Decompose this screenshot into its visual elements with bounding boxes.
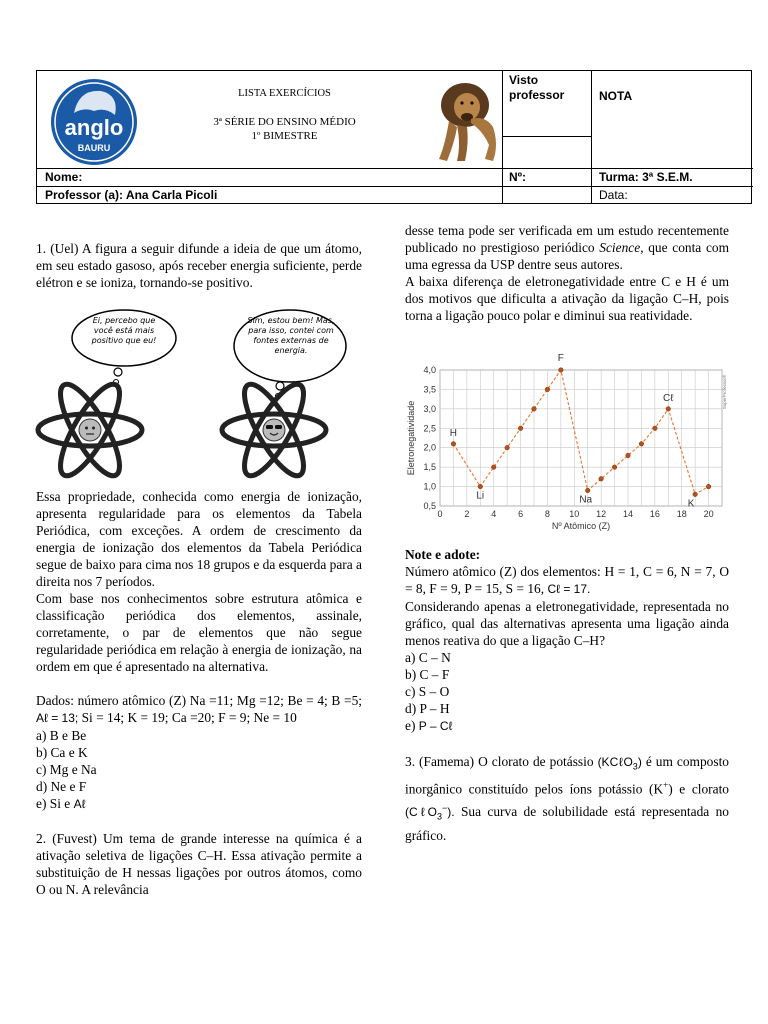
x-tick-label: 18 [676, 509, 687, 519]
kclo3-formula: (KCℓO$_3$) [597, 755, 642, 772]
x-tick-label: 20 [703, 509, 714, 519]
element-label: Li [476, 490, 485, 502]
logo-text: anglo [64, 115, 124, 140]
electronegativity-chart [404, 353, 734, 542]
data-point [518, 426, 523, 431]
note-title: Note e adote: [405, 547, 481, 562]
x-tick-label: 12 [596, 509, 607, 519]
header-titles [157, 87, 412, 143]
data-point [639, 442, 644, 447]
note-cl: Cℓ = 17. [547, 582, 591, 596]
data-point [559, 368, 564, 373]
data-point [585, 488, 590, 493]
nome-field[interactable]: Nome: [45, 170, 83, 184]
q2-cont: desse tema pode ser verificada em um estudo recentemente publicado no prestigioso periódico Science, que conta com uma egressa da USP dentre seus autores. [405, 223, 729, 272]
visto-professor-label: Visto professor [509, 73, 565, 102]
turma-label: Turma: 3ª S.E.M. [599, 170, 693, 184]
x-tick-label: 4 [491, 509, 497, 519]
x-tick-label: 6 [518, 509, 524, 519]
q1-option-e[interactable]: e) Si e Aℓ [36, 796, 86, 811]
nota-label: NOTA [599, 89, 633, 103]
data-point [693, 492, 698, 497]
data-point [491, 465, 496, 470]
data-point [451, 442, 456, 447]
y-tick-label: 4,0 [423, 365, 436, 375]
q2-intro: 2. (Fuvest) Um tema de grande interesse na química é a ativação seletiva de ligações C–H. Essa ativação permite a substituição de H nessas ligações por outros átomos, como O ou N. A relevância [36, 831, 362, 897]
element-label: H [449, 427, 458, 439]
x-axis-label: Nº Atômico (Z) [551, 521, 611, 531]
y-tick-label: 2,0 [423, 442, 436, 453]
q2-option-e-math: P – Cℓ [418, 719, 453, 733]
header-table [36, 70, 752, 204]
q1-body2: Com base nos conhecimentos sobre estrutura atômica e classificação periódica dos elementos, assinale, corretamente, o par de elementos que não segue regularidade periódica em relação à energia de ionização, na ordem em que é apresentado na alternativa. [36, 591, 362, 674]
y-tick-label: 2,5 [423, 423, 436, 434]
x-tick-label: 16 [649, 509, 660, 519]
header-line3: 1º BIMESTRE [251, 130, 318, 142]
data-point [599, 477, 604, 482]
data-point [666, 407, 671, 412]
note-body: Número atômico (Z) dos elementos: H = 1, C = 6, N = 7, O = 8, F = 9, P = 15, S = 16, Cℓ = 17. [405, 564, 729, 596]
data-point [505, 445, 510, 450]
q1-dados-al: Aℓ = 13; [36, 711, 79, 725]
science-journal: Science [599, 240, 641, 255]
data-point [545, 387, 550, 392]
element-label: Na [579, 494, 593, 506]
clo3-formula: (CℓO$_3$−). [405, 802, 455, 822]
x-tick-label: 14 [622, 509, 634, 519]
q1-option-a[interactable]: a) B e Be [36, 728, 87, 743]
q1-intro-text: 1. (Uel) A figura a seguir difunde a ideia de que um átomo, em seu estado gasoso, após receber energia suficiente, perde elétron e se ioniza, tornando-se positivo. [36, 241, 362, 290]
chart-credit: SuperProfessor® [722, 374, 727, 410]
q1-option-b[interactable]: b) Ca e K [36, 745, 88, 760]
q2-option-b[interactable]: b) C – F [405, 667, 450, 682]
question-1-body [36, 488, 362, 898]
y-tick-label: 1,0 [423, 481, 436, 492]
data-field[interactable]: Data: [599, 188, 628, 202]
x-tick-label: 8 [544, 509, 550, 519]
logo-subtext: BAURU [77, 143, 111, 153]
question-3: 3. (Famema) O clorato de potássio (KCℓO$_3$) é um composto inorgânico constituído pelos íons potássio (K+) e clorato (CℓO$_3$−). Sua curva de solubilidade está representada no gráfico. [405, 754, 729, 844]
q2-option-d[interactable]: d) P – H [405, 701, 450, 716]
numero-field[interactable]: Nº: [509, 170, 527, 184]
q2-option-c[interactable]: c) S – O [405, 684, 450, 699]
q2-question: Considerando apenas a eletronegatividade, representada no gráfico, qual das alternativas apresenta uma ligação ainda menos reativa do que a ligação C–H? [405, 599, 729, 648]
speech-bubble-1: Ei, percebo que você está mais positivo que eu! [91, 316, 157, 345]
anglo-logo [49, 77, 139, 167]
q1-option-c[interactable]: c) Mg e Na [36, 762, 97, 777]
y-tick-label: 0,5 [423, 501, 436, 511]
y-axis-label: Eletronegatividade [406, 400, 416, 476]
data-point [653, 426, 658, 431]
x-tick-label: 0 [437, 509, 443, 519]
q2-cont2: A baixa diferença de eletronegatividade entre C e H é um dos motivos que dificulta a ativação da ligação C–H, pois torna a ligação pouco polar e diminui sua reatividade. [405, 274, 729, 323]
x-tick-label: 10 [569, 509, 580, 519]
y-tick-label: 3,5 [423, 384, 436, 395]
q1-option-d[interactable]: d) Ne e F [36, 779, 87, 794]
speech-bubble-2: Sim, estou bem! Mas, para isso, contei com fontes externas de energia. [247, 316, 335, 355]
lion-image [427, 75, 505, 165]
element-label: F [557, 353, 564, 364]
atom-right [222, 377, 326, 483]
data-point [612, 465, 617, 470]
question-2-continued [405, 222, 729, 324]
header-line1: LISTA EXERCÍCIOS [238, 88, 331, 99]
data-point [478, 484, 483, 489]
question-2-notes [405, 546, 729, 845]
element-label: Cℓ [663, 392, 674, 404]
question-1-intro [36, 240, 362, 291]
q2-option-a[interactable]: a) C – N [405, 650, 451, 665]
q1-dados [36, 692, 362, 727]
data-point [706, 484, 711, 489]
x-tick-label: 2 [464, 509, 470, 519]
q1-dados-b: Si = 14; K = 19; Ca =20; F = 9; Ne = 10 [78, 710, 297, 725]
q2-option-e[interactable]: e) P – Cℓ [405, 718, 453, 733]
y-tick-label: 3,0 [423, 403, 436, 414]
data-point [532, 407, 537, 412]
professor-label: Professor (a): Ana Carla Picoli [45, 188, 218, 202]
atom-left [38, 377, 142, 483]
header-line2: 3ª SÉRIE DO ENSINO MÉDIO [213, 116, 356, 128]
q1-dados-a: Dados: número atômico (Z) Na =11; Mg =12; Be = 4; B =5; [36, 693, 362, 708]
data-point [626, 453, 631, 458]
atom-cartoon [32, 308, 368, 488]
element-label: K [687, 498, 695, 510]
q1-option-e-math: Aℓ [73, 797, 86, 811]
q1-body1: Essa propriedade, conhecida como energia de ionização, apresenta regularidade para os elementos da Tabela Periódica, com exceções. A ordem de crescimento da energia de ionização dos elementos da Tabela Periódica segue de baixo para cima nos 18 grupos e da esquerda para a direita nos 7 períodos. [36, 489, 362, 589]
y-tick-label: 1,5 [423, 462, 436, 473]
